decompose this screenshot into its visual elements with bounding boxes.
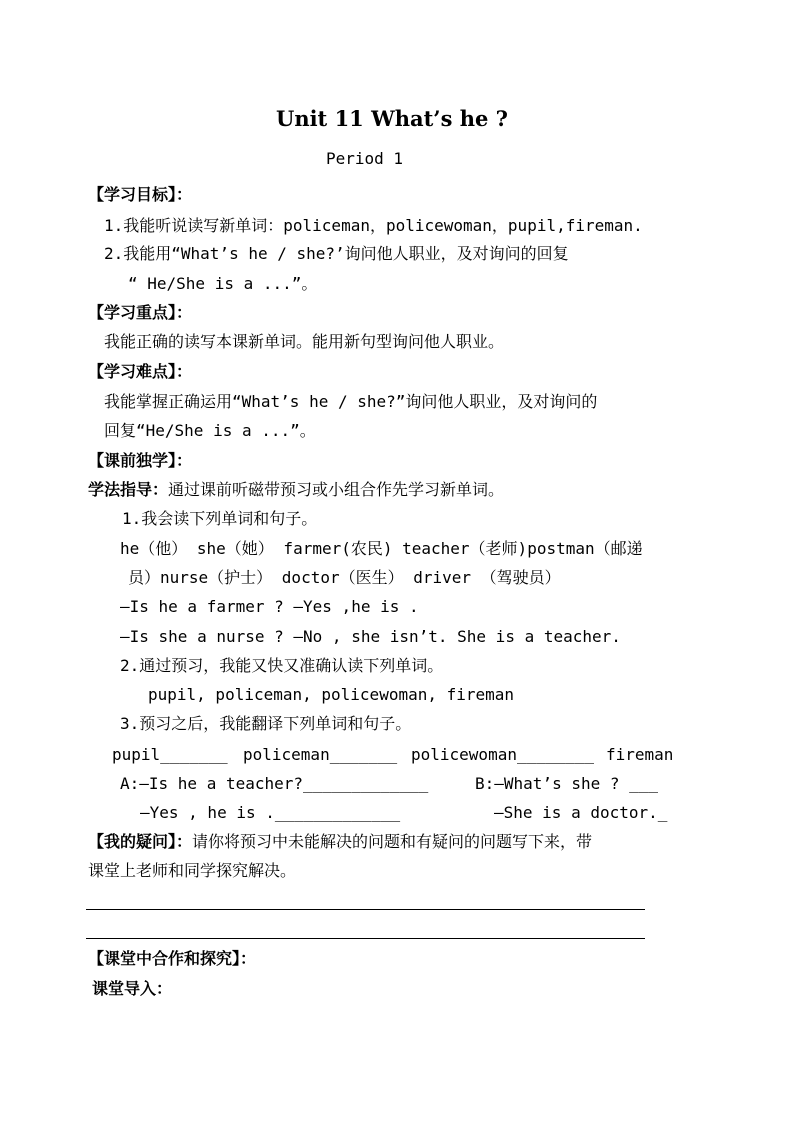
dialog-a-answer[interactable]: —Yes , he is ._____________ [140, 803, 401, 822]
goal-item-1: 1.我能听说读写新单词：policeman，policewoman，pupil,fireman. [104, 216, 643, 235]
page-subtitle: Period 1 [326, 149, 404, 168]
step-2-words: pupil, policeman, policewoman, fireman [148, 685, 515, 704]
goal-item-2-continued: “ He/She is a ...”。 [128, 274, 318, 293]
example-question-1: —Is he a farmer ? —Yes ,he is . [120, 597, 419, 616]
step-2: 2.通过预习，我能又快又准确认读下列单词。 [120, 656, 444, 675]
answer-line-1[interactable] [86, 909, 645, 910]
page-title: Unit 11 What’s he ? [276, 106, 508, 131]
vocab-line-1: he（他） she（她） farmer(农民) teacher（老师)postman（邮递 [120, 539, 643, 558]
translate-policeman[interactable]: policeman_______ [243, 745, 398, 764]
answer-line-2[interactable] [86, 938, 645, 939]
questions-line-1 [88, 834, 592, 850]
key-points-heading: 【学习重点】： [88, 303, 193, 322]
questions-line-2: 课堂上老师和同学探究解决。 [88, 861, 297, 880]
key-points-text: 我能正确的读写本课新单词。能用新句型询问他人职业。 [104, 332, 505, 351]
study-guide-text: 通过课前听磁带预习或小组合作先学习新单词。 [168, 480, 505, 499]
difficulties-line-1: 我能掌握正确运用“What’s he / she?”询问他人职业，及对询问的 [104, 392, 598, 411]
difficulties-line-2: 回复“He/She is a ...”。 [104, 421, 316, 440]
step-1: 1.我会读下列单词和句子。 [122, 509, 318, 528]
goals-heading: 【学习目标】： [88, 185, 193, 204]
dialog-b-answer[interactable]: —She is a doctor._ [494, 803, 668, 822]
goal-item-2: 2.我能用“What’s he / she?’询问他人职业，及对询问的回复 [104, 244, 569, 263]
classroom-intro: 课堂导入： [92, 979, 173, 998]
example-question-2: —Is she a nurse ? —No , she isn’t. She is a teacher. [120, 627, 621, 646]
classroom-heading: 【课堂中合作和探究】： [88, 949, 257, 968]
questions-heading: 【我的疑问】： [88, 832, 193, 851]
vocab-line-2: 员）nurse（护士） doctor（医生） driver （驾驶员） [128, 568, 561, 587]
dialog-a-question[interactable]: A:—Is he a teacher?_____________ [120, 774, 429, 793]
translate-policewoman[interactable]: policewoman________ [411, 745, 595, 764]
translate-pupil[interactable]: pupil_______ [112, 745, 228, 764]
preview-heading: 【课前独学】： [88, 451, 193, 470]
study-guide [88, 482, 504, 498]
dialog-b-question[interactable]: B:—What’s she ? ___ [475, 774, 659, 793]
study-guide-label: 学法指导： [88, 480, 169, 499]
step-3: 3.预习之后，我能翻译下列单词和句子。 [120, 714, 412, 733]
translate-fireman[interactable]: fireman [606, 745, 674, 764]
difficulties-heading: 【学习难点】： [88, 362, 193, 381]
questions-text-1: 请你将预习中未能解决的问题和有疑问的问题写下来，带 [192, 832, 593, 851]
